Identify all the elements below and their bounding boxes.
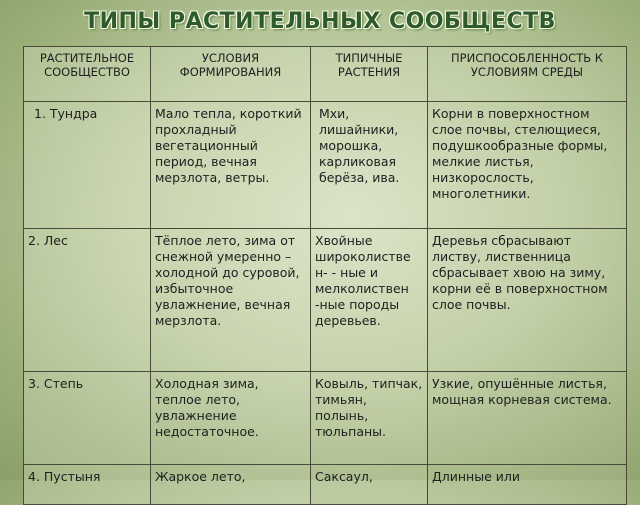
cell-conditions: Холодная зима, теплое лето, увлажнение недостаточное. (151, 372, 311, 465)
cell-conditions: Жаркое лето, (151, 465, 311, 505)
cell-adaptation: Длинные или (428, 465, 627, 505)
cell-community: 1. Тундра (24, 102, 151, 229)
header-adaptation: ПРИСПОСОБЛЕННОСТЬ К УСЛОВИЯМ СРЕДЫ (428, 47, 627, 102)
cell-plants: Мхи, лишайники, морошка, карликовая берёза, ива. (311, 102, 428, 229)
cell-adaptation: Деревья сбрасывают листву, лиственница сбрасывает хвою на зиму, корни её в поверхностном слое почвы. (428, 229, 627, 372)
header-conditions: УСЛОВИЯ ФОРМИРОВАНИЯ (151, 47, 311, 102)
cell-conditions: Мало тепла, короткий прохладный вегетационный период, вечная мерзлота, ветры. (151, 102, 311, 229)
cell-adaptation: Узкие, опушённые листья, мощная корневая система. (428, 372, 627, 465)
table-header-row (24, 47, 627, 102)
cell-conditions: Тёплое лето, зима от снежной умеренно – холодной до суровой, избыточное увлажнение, вечная мерзлота. (151, 229, 311, 372)
page-title: ТИПЫ РАСТИТЕЛЬНЫХ СООБЩЕСТВ (84, 9, 556, 34)
cell-plants: Ковыль, типчак, тимьян, полынь, тюльпаны. (311, 372, 428, 465)
table-row (24, 465, 627, 505)
cell-plants: Саксаул, (311, 465, 428, 505)
plant-communities-table (23, 46, 627, 505)
cell-community: 3. Степь (24, 372, 151, 465)
table-row (24, 102, 627, 229)
cell-community: 2. Лес (24, 229, 151, 372)
table-row (24, 372, 627, 465)
cell-adaptation: Корни в поверхностном слое почвы, стелющиеся, подушкообразные формы, мелкие листья, низкорослость, многолетники. (428, 102, 627, 229)
header-community: РАСТИТЕЛЬНОЕ СООБЩЕСТВО (24, 47, 151, 102)
cell-community: 4. Пустыня (24, 465, 151, 505)
header-plants: ТИПИЧНЫЕ РАСТЕНИЯ (311, 47, 428, 102)
cell-plants: Хвойные широколистве н- - ные и мелколиствен -ные породы деревьев. (311, 229, 428, 372)
table-row (24, 229, 627, 372)
